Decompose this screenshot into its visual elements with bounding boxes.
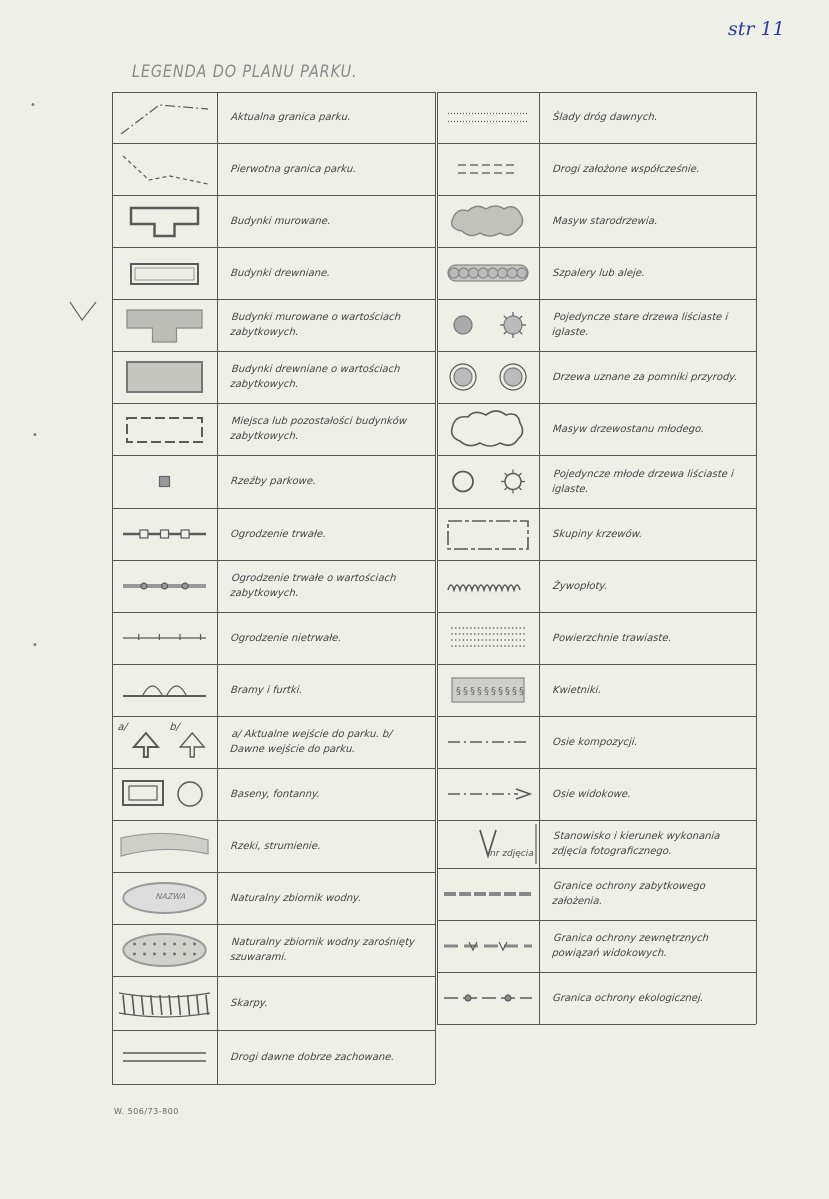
shrub-groups-icon <box>438 509 538 559</box>
table-rule <box>112 1084 435 1085</box>
legend-label: Stanowisko i kierunek wykonania zdjęcia fotograficznego. <box>551 831 721 857</box>
entrance-arrows-icon <box>113 717 216 767</box>
building-remains-icon <box>113 404 216 454</box>
monument-trees-icon <box>438 352 538 402</box>
svg-text:§: § <box>470 686 475 697</box>
river-icon <box>113 821 216 871</box>
prefix-b: b/ <box>169 722 181 733</box>
alley-icon <box>438 248 538 298</box>
svg-text:§: § <box>512 686 517 697</box>
overgrown-pond-icon <box>113 925 216 975</box>
legend-label: Granica ochrony ekologicznej. <box>552 992 705 1004</box>
table-rule <box>437 1024 756 1025</box>
composition-axis-icon <box>438 717 538 767</box>
view-axis-icon <box>438 769 538 819</box>
margin-tick: • <box>30 100 36 111</box>
masonry-building-icon <box>113 196 216 246</box>
ecological-protection-icon <box>438 973 538 1023</box>
lawn-icon <box>438 613 538 663</box>
legend-label: Masyw drzewostanu młodego. <box>552 423 705 435</box>
legend-label: Naturalny zbiornik wodny. <box>230 892 362 904</box>
legend-label: Osie widokowe. <box>552 788 632 800</box>
photo-station-icon <box>438 821 538 867</box>
checkmark <box>68 300 98 326</box>
table-rule <box>756 92 757 1024</box>
legend-label: Ogrodzenie trwałe. <box>230 528 327 540</box>
legend-label: Ogrodzenie trwałe o wartościach zabytkowych. <box>229 573 397 599</box>
single-young-trees-icon <box>438 456 538 507</box>
table-rule <box>539 92 540 1024</box>
legend-label: Skarpy. <box>230 997 269 1009</box>
legend-label: Osie kompozycji. <box>552 736 639 748</box>
svg-text:§: § <box>456 686 461 697</box>
svg-text:§: § <box>491 686 496 697</box>
modern-road-icon <box>438 144 538 194</box>
single-old-trees-icon <box>438 300 538 350</box>
page-title: LEGENDA DO PLANU PARKU. <box>132 62 358 82</box>
escarpment-icon <box>113 977 216 1029</box>
legend-label: Naturalny zbiornik wodny zarośnięty szuwarami. <box>229 937 416 963</box>
legend-label: Drogi dawne dobrze zachowane. <box>230 1051 395 1063</box>
legend-label: Pierwotna granica parku. <box>230 163 357 175</box>
flowerbed-icon <box>438 665 538 715</box>
legend-label: Drzewa uznane za pomniki przyrody. <box>552 371 739 383</box>
legend-label: a/ Aktualne wejście do parku. b/ Dawne wejście do parku. <box>229 729 393 755</box>
historic-masonry-building-icon <box>113 300 216 350</box>
external-view-protection-icon <box>438 921 538 971</box>
legend-label: Aktualna granica parku. <box>230 112 352 123</box>
hedge-icon <box>438 561 538 611</box>
legend-label: Granice ochrony zabytkowego założenia. <box>551 881 707 907</box>
legend-label: Budynki drewniane. <box>230 267 331 279</box>
svg-text:§: § <box>477 686 482 697</box>
legend-label: Budynki murowane o wartościach zabytkowych. <box>229 312 402 338</box>
legend-label: Ślady dróg dawnych. <box>552 112 659 123</box>
page-number: str 11 <box>728 18 785 40</box>
gate-icon <box>113 665 216 715</box>
legend-label: Pojedyncze stare drzewa liściaste i iglaste. <box>551 312 729 338</box>
legend-label: Pojedyncze młode drzewa liściaste i iglaste. <box>551 468 735 495</box>
margin-tick: • <box>32 640 38 651</box>
permanent-fence-icon <box>113 509 216 559</box>
current-boundary-icon <box>113 93 216 142</box>
table-rule <box>217 92 218 1084</box>
svg-text:nr zdjęcia: nr zdjęcia <box>490 849 534 859</box>
legend-label: Żywopłoty. <box>552 580 609 592</box>
prefix-a: a/ <box>117 722 129 733</box>
old-road-traces-icon <box>438 93 538 142</box>
legend-label: Powierzchnie trawiaste. <box>552 632 673 644</box>
pond-name-text: NAZWA <box>155 892 187 901</box>
pool-fountain-icon <box>113 769 216 819</box>
heritage-protection-boundary-icon <box>438 869 538 919</box>
svg-text:§: § <box>498 686 503 697</box>
table-rule <box>435 92 436 1084</box>
young-trees-mass-icon <box>438 404 538 454</box>
svg-text:§: § <box>484 686 489 697</box>
margin-tick: • <box>32 430 38 441</box>
legend-label: Rzeki, strumienie. <box>230 840 322 852</box>
legend-label: Ogrodzenie nietrwałe. <box>230 632 343 644</box>
temporary-fence-icon <box>113 613 216 663</box>
historic-fence-icon <box>113 561 216 611</box>
sculpture-icon <box>113 456 216 507</box>
svg-text:§: § <box>519 686 524 697</box>
old-trees-mass-icon <box>438 196 538 246</box>
legend-label: Miejsca lub pozostałości budynków zabytkowych. <box>229 416 408 442</box>
historic-wooden-building-icon <box>113 352 216 402</box>
legend-label: Skupiny krzewów. <box>552 528 643 540</box>
legend-label: Baseny, fontanny. <box>230 788 321 800</box>
legend-label: Rzeźby parkowe. <box>230 476 317 487</box>
legend-label: Budynki murowane. <box>230 215 332 227</box>
legend-label: Granica ochrony zewnętrznych powiązań widokowych. <box>551 933 710 959</box>
wooden-building-icon <box>113 248 216 298</box>
legend-label: Bramy i furtki. <box>230 684 304 696</box>
legend-label: Szpalery lub aleje. <box>552 267 646 279</box>
svg-text:§: § <box>463 686 468 697</box>
old-road-icon <box>113 1031 216 1083</box>
legend-label: Budynki drewniane o wartościach zabytkowych. <box>229 364 401 390</box>
legend-label: Masyw starodrzewia. <box>552 215 659 227</box>
original-boundary-icon <box>113 144 216 194</box>
legend-label: Drogi założone współcześnie. <box>552 163 701 175</box>
legend-label: Kwietniki. <box>552 684 603 696</box>
svg-text:§: § <box>505 686 510 697</box>
footer-code: W. 506/73-800 <box>114 1107 179 1116</box>
